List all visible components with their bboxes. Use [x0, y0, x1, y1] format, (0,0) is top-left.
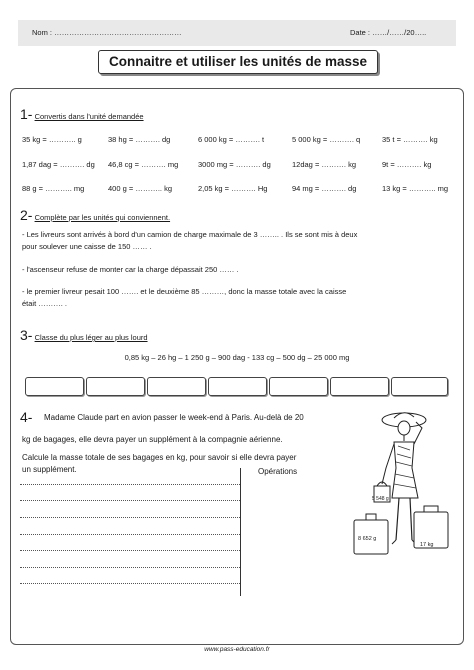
section4-number: 4: [20, 409, 28, 425]
sort-box-4[interactable]: [208, 377, 267, 396]
section2-heading: 2- Complète par les unités qui conviennent.: [20, 207, 171, 223]
section2-line: - Les livreurs sont arrivés à bord d'un camion de charge maximale de 3 …….. . Ils se sont mis à deux: [22, 230, 358, 239]
section2-title: Complète par les unités qui conviennent.: [34, 213, 171, 222]
conversion-item[interactable]: 400 g = ……….. kg: [108, 184, 172, 193]
section3-heading: 3- Classe du plus léger au plus lourd: [20, 327, 148, 343]
right-suitcase-label: 17 kg: [420, 542, 434, 548]
sort-box-5[interactable]: [269, 377, 328, 396]
answer-line[interactable]: [20, 484, 240, 485]
conversion-item[interactable]: 94 mg = ………. dg: [292, 184, 357, 193]
conversion-item[interactable]: 38 hg = ………. dg: [108, 135, 171, 144]
section1-number: 1: [20, 106, 28, 122]
sort-box-1[interactable]: [25, 377, 84, 396]
sort-box-2[interactable]: [86, 377, 145, 396]
section2-line: pour soulever une caisse de 150 …… .: [22, 242, 152, 251]
answer-line[interactable]: [20, 534, 240, 535]
section3-number: 3: [20, 327, 28, 343]
problem-line: un supplément.: [22, 465, 77, 474]
sort-box-7[interactable]: [391, 377, 448, 396]
conversion-item[interactable]: 6 000 kg = ………. t: [198, 135, 265, 144]
section2-line: - le premier livreur pesait 100 ……. et le deuxième 85 ………, donc la masse totale avec la caisse: [22, 287, 347, 296]
answer-line[interactable]: [20, 567, 240, 568]
conversion-item[interactable]: 9t = ………. kg: [382, 160, 432, 169]
sort-box-3[interactable]: [147, 377, 206, 396]
footer-url: www.pass-education.fr: [204, 646, 270, 653]
problem-line: Madame Claude part en avion passer le week-end à Paris. Au-delà de 20: [44, 413, 304, 422]
problem-line: kg de bagages, elle devra payer un supplément à la compagnie aérienne.: [22, 435, 283, 444]
section2-line: était ………. .: [22, 299, 68, 308]
answer-line[interactable]: [20, 583, 240, 584]
woman-with-bags-illustration: [352, 408, 452, 576]
page-title: Connaitre et utiliser les unités de masse: [98, 50, 378, 74]
problem-line: Calcule la masse totale de ses bagages en kg, pour savoir si elle devra payer: [22, 453, 297, 462]
section3-title: Classe du plus léger au plus lourd: [34, 333, 148, 342]
conversion-item[interactable]: 3000 mg = ………. dg: [198, 160, 271, 169]
date-field[interactable]: Date : ……/……/20…..: [350, 28, 427, 37]
answer-line[interactable]: [20, 517, 240, 518]
conversion-item[interactable]: 88 g = ……….. mg: [22, 184, 85, 193]
section4-heading: 4-: [20, 409, 33, 425]
conversion-item[interactable]: 13 kg = ……….. mg: [382, 184, 449, 193]
answer-line[interactable]: [20, 500, 240, 501]
conversion-item[interactable]: 12dag = ………. kg: [292, 160, 356, 169]
section2-number: 2: [20, 207, 28, 223]
conversion-item[interactable]: 35 kg = ……….. g: [22, 135, 82, 144]
sort-box-6[interactable]: [330, 377, 389, 396]
handbag-label: 5 548 g: [372, 496, 389, 502]
answer-line[interactable]: [20, 550, 240, 551]
section2-line: - l'ascenseur refuse de monter car la charge dépassait 250 …… .: [22, 265, 239, 274]
name-field[interactable]: Nom : ……………………………………………: [32, 28, 182, 37]
conversion-item[interactable]: 35 t = ………. kg: [382, 135, 438, 144]
header-bar: [18, 20, 456, 46]
conversion-item[interactable]: 46,8 cg = ………. mg: [108, 160, 179, 169]
operations-label: Opérations: [258, 467, 298, 476]
section1-heading: 1- Convertis dans l'unité demandée: [20, 106, 144, 122]
answer-divider: [240, 468, 241, 596]
left-suitcase-label: 8 652 g: [358, 536, 377, 542]
section1-title: Convertis dans l'unité demandée: [34, 112, 144, 121]
conversion-item[interactable]: 1,87 dag = ………. dg: [22, 160, 95, 169]
conversion-item[interactable]: 2,05 kg = ………. Hg: [198, 184, 268, 193]
conversion-item[interactable]: 5 000 kg = ………. q: [292, 135, 361, 144]
mass-sequence: 0,85 kg – 26 hg – 1 250 g – 900 dag - 133 cg – 500 dg – 25 000 mg: [124, 353, 350, 362]
